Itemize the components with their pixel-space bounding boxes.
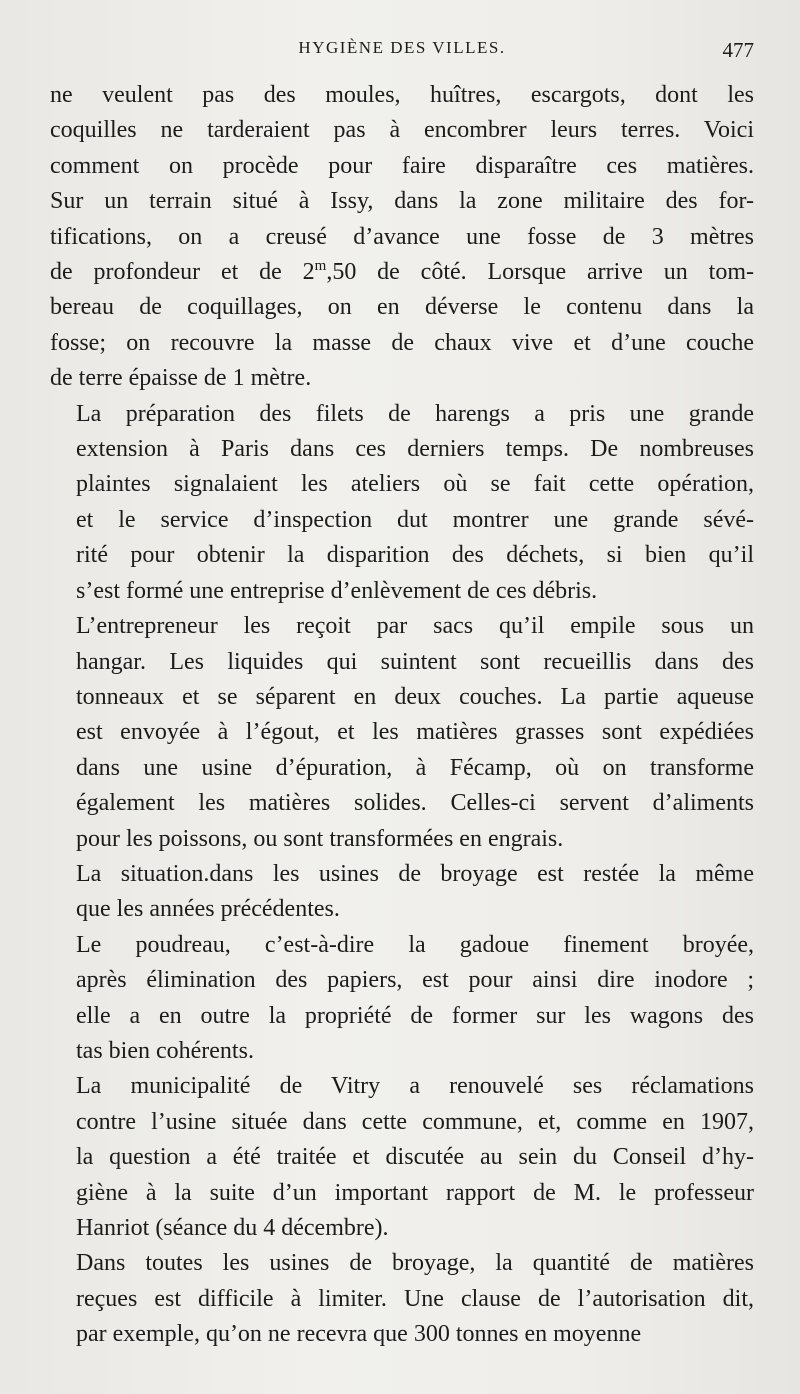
page-header	[50, 38, 754, 78]
text-line: hangar. Les liquides qui suintent sont recueillis dans des	[76, 648, 754, 675]
text-line: tonneaux et se séparent en deux couches. La partie aqueuse	[76, 683, 754, 710]
text-line: La situation.dans les usines de broyage est restée la même	[76, 860, 754, 887]
text-line: giène à la suite d’un important rapport de M. le professeur	[76, 1179, 754, 1206]
text-line: dans une usine d’épuration, à Fécamp, où on transforme	[76, 754, 754, 781]
text-line: également les matières solides. Celles-ci servent d’aliments	[76, 790, 754, 817]
text-line: et le service d’inspection dut montrer une grande sévé-	[76, 506, 754, 533]
text-line: reçues est difficile à limiter. Une clause de l’autorisation dit,	[76, 1285, 754, 1312]
text-line: s’est formé une entreprise d’enlèvement de ces débris.	[76, 577, 598, 604]
text-line: la question a été traitée et discutée au sein du Conseil d’hy-	[76, 1144, 754, 1171]
text-line: La préparation des filets de harengs a pris une grande	[76, 400, 754, 427]
text-line: de terre épaisse de 1 mètre.	[50, 365, 312, 392]
text-line: ne veulent pas des moules, huîtres, escargots, dont les	[50, 82, 754, 108]
text-line: coquilles ne tarderaient pas à encombrer leurs terres. Voici	[50, 117, 754, 144]
text-line: comment on procède pour faire disparaître ces matières.	[50, 152, 754, 179]
text-line: de profondeur et de 2$^m$,50 de côté. Lorsque arrive un tom-	[50, 258, 754, 286]
superscript-unit: m	[314, 258, 327, 275]
page-number: 477	[722, 38, 754, 62]
text-line: plaintes signalaient les ateliers où se fait cette opération,	[76, 471, 754, 498]
text-line: bereau de coquillages, on en déverse le contenu dans la	[50, 294, 754, 321]
text-line: Dans toutes les usines de broyage, la quantité de matières	[76, 1250, 754, 1277]
text-line: L’entrepreneur les reçoit par sacs qu’il empile sous un	[76, 613, 754, 640]
text-line: Sur un terrain situé à Issy, dans la zone militaire des for-	[50, 188, 754, 215]
paragraph	[50, 1069, 754, 1246]
text-line: après élimination des papiers, est pour ainsi dire inodore ;	[76, 967, 754, 994]
text-line: est envoyée à l’égout, et les matières grasses sont expédiées	[76, 719, 754, 746]
paragraph	[50, 1246, 754, 1352]
text-line: que les années précédentes.	[76, 896, 340, 923]
text-line: tifications, on a creusé d’avance une fosse de 3 mètres	[50, 223, 754, 250]
text-line: elle a en outre la propriété de former sur les wagons des	[76, 1002, 754, 1029]
paragraph	[50, 928, 754, 1070]
text-line: fosse; on recouvre la masse de chaux vive et d’une couche	[50, 329, 754, 356]
text-line: par exemple, qu’on ne recevra que 300 tonnes en moyenne	[76, 1321, 642, 1348]
text-line: pour les poissons, ou sont transformées en engrais.	[76, 825, 564, 852]
paragraph	[50, 78, 754, 397]
text-line: Hanriot (séance du 4 décembre).	[76, 1215, 389, 1241]
text-line: rité pour obtenir la disparition des déchets, si bien qu’il	[76, 542, 754, 569]
paragraph	[50, 857, 754, 928]
text-line: extension à Paris dans ces derniers temps. De nombreuses	[76, 436, 754, 463]
paragraph	[50, 397, 754, 609]
body-text	[50, 78, 754, 1353]
running-head: HYGIÈNE DES VILLES.	[298, 38, 506, 57]
text-line: contre l’usine située dans cette commune, et, comme en 1907,	[76, 1108, 754, 1135]
text-line: Le poudreau, c’est-à-dire la gadoue finement broyée,	[76, 931, 754, 958]
text-line: La municipalité de Vitry a renouvelé ses réclamations	[76, 1073, 754, 1100]
text-line: tas bien cohérents.	[76, 1037, 254, 1064]
paragraph	[50, 609, 754, 857]
